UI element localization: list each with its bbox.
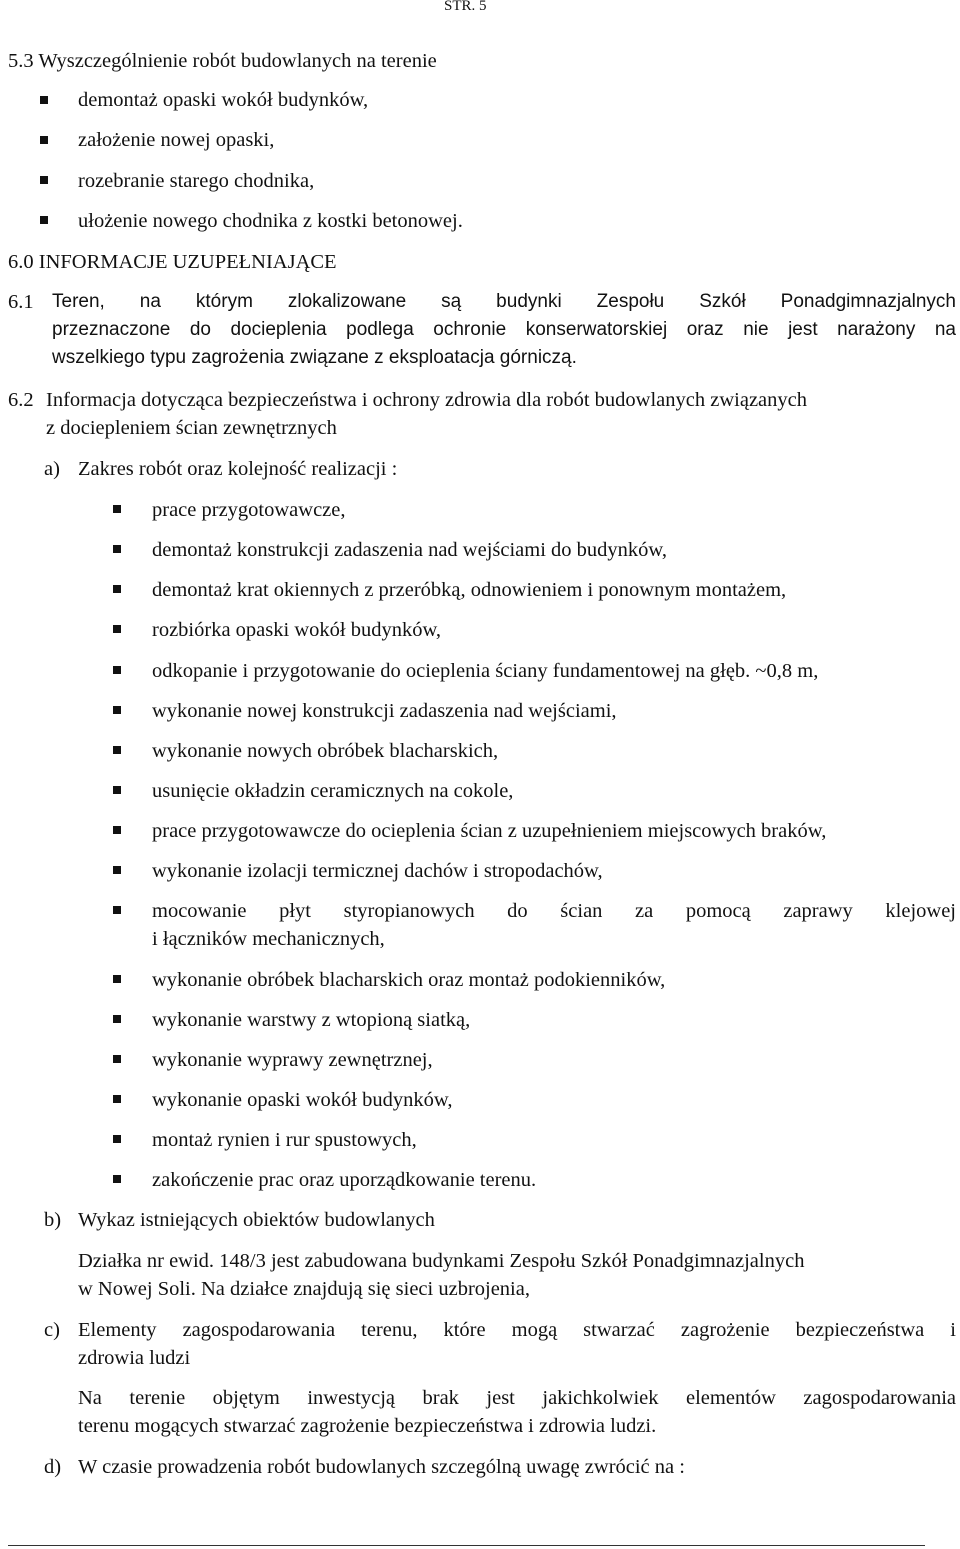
subsection-a-label: a) — [44, 458, 60, 480]
subsection-c-title: zdrowia ludzi — [78, 1347, 191, 1369]
subsection-c-text: terenu mogących stwarzać zagrożenie bezpieczeństwa i zdrowia ludzi. — [78, 1415, 657, 1437]
list-item: demontaż konstrukcji zadaszenia nad wejściami do budynków, — [152, 539, 668, 561]
list-item: wykonanie obróbek blacharskich oraz montaż podokienników, — [152, 969, 666, 991]
subsection-c-text: Na terenie objętym inwestycją brak jest jakichkolwiek elementów zagospodarowania — [78, 1387, 956, 1409]
subsection-b-text: w Nowej Soli. Na działce znajdują się sieci uzbrojenia, — [78, 1278, 530, 1300]
section-6-2-line: z dociepleniem ścian zewnętrznych — [46, 417, 337, 439]
bullet-icon — [113, 1095, 121, 1103]
section-6-1-number: 6.1 — [8, 291, 34, 313]
list-item: wykonanie opaski wokół budynków, — [152, 1089, 453, 1111]
section-6-1-line: Teren, na którym zlokalizowane są budynki Zespołu Szkół Ponadgimnazjalnych — [52, 291, 956, 312]
list-item: mocowanie płyt styropianowych do ścian za pomocą zaprawy klejowej — [152, 900, 956, 922]
subsection-b-label: b) — [44, 1209, 62, 1231]
list-item: wykonanie warstwy z wtopioną siatką, — [152, 1009, 471, 1031]
bullet-icon — [113, 826, 121, 834]
list-item: odkopanie i przygotowanie do ocieplenia ściany fundamentowej na głęb. ~0,8 m, — [152, 660, 819, 682]
bullet-icon — [113, 706, 121, 714]
footer-divider — [8, 1545, 925, 1546]
bullet-icon — [113, 1015, 121, 1023]
bullet-icon — [40, 96, 48, 104]
subsection-b-title: Wykaz istniejących obiektów budowlanych — [78, 1209, 435, 1231]
section-6-1-line: przeznaczone do docieplenia podlega ochronie konserwatorskiej oraz nie jest narażony na — [52, 319, 956, 340]
bullet-icon — [113, 585, 121, 593]
section-6-2-number: 6.2 — [8, 389, 34, 411]
bullet-icon — [113, 545, 121, 553]
bullet-icon — [113, 625, 121, 633]
list-item: wykonanie nowej konstrukcji zadaszenia nad wejściami, — [152, 700, 617, 722]
list-item: wykonanie izolacji termicznej dachów i stropodachów, — [152, 860, 603, 882]
bullet-icon — [113, 1135, 121, 1143]
bullet-icon — [113, 906, 121, 914]
bullet-icon — [113, 866, 121, 874]
list-item: montaż rynien i rur spustowych, — [152, 1129, 417, 1151]
list-item: zakończenie prac oraz uporządkowanie terenu. — [152, 1169, 537, 1191]
bullet-icon — [40, 176, 48, 184]
bullet-icon — [40, 216, 48, 224]
subsection-b-text: Działka nr ewid. 148/3 jest zabudowana budynkami Zespołu Szkół Ponadgimnazjalnych — [78, 1250, 805, 1272]
section-5-3-heading: 5.3 Wyszczególnienie robót budowlanych na terenie — [8, 50, 437, 72]
bullet-icon — [113, 666, 121, 674]
subsection-c-title: Elementy zagospodarowania terenu, które mogą stwarzać zagrożenie bezpieczeństwa i — [78, 1319, 956, 1341]
subsection-c-label: c) — [44, 1319, 60, 1341]
section-6-1-line: wszelkiego typu zagrożenia związane z eksploatacja górniczą. — [52, 347, 577, 368]
bullet-icon — [113, 505, 121, 513]
list-item-continuation: i łączników mechanicznych, — [152, 928, 385, 950]
bullet-icon — [113, 746, 121, 754]
subsection-d-label: d) — [44, 1456, 62, 1478]
subsection-a-title: Zakres robót oraz kolejność realizacji : — [78, 458, 398, 480]
list-item: prace przygotowawcze, — [152, 499, 346, 521]
list-item: wykonanie wyprawy zewnętrznej, — [152, 1049, 433, 1071]
list-item: usunięcie okładzin ceramicznych na cokole, — [152, 780, 514, 802]
subsection-d-title: W czasie prowadzenia robót budowlanych szczególną uwagę zwrócić na : — [78, 1456, 685, 1478]
bullet-icon — [113, 786, 121, 794]
section-6-2-line: Informacja dotycząca bezpieczeństwa i ochrony zdrowia dla robót budowlanych związanych — [46, 389, 808, 411]
list-item: rozebranie starego chodnika, — [78, 170, 315, 192]
list-item: wykonanie nowych obróbek blacharskich, — [152, 740, 499, 762]
bullet-icon — [113, 1175, 121, 1183]
bullet-icon — [113, 1055, 121, 1063]
list-item: rozbiórka opaski wokół budynków, — [152, 619, 442, 641]
list-item: demontaż opaski wokół budynków, — [78, 89, 369, 111]
list-item: demontaż krat okiennych z przeróbką, odnowieniem i ponownym montażem, — [152, 579, 787, 601]
section-6-0-heading: 6.0 INFORMACJE UZUPEŁNIAJĄCE — [8, 251, 337, 273]
list-item: prace przygotowawcze do ocieplenia ścian z uzupełnieniem miejscowych braków, — [152, 820, 827, 842]
bullet-icon — [40, 136, 48, 144]
list-item: ułożenie nowego chodnika z kostki betonowej. — [78, 210, 463, 232]
list-item: założenie nowej opaski, — [78, 129, 275, 151]
page-number: STR. 5 — [444, 0, 487, 14]
bullet-icon — [113, 975, 121, 983]
